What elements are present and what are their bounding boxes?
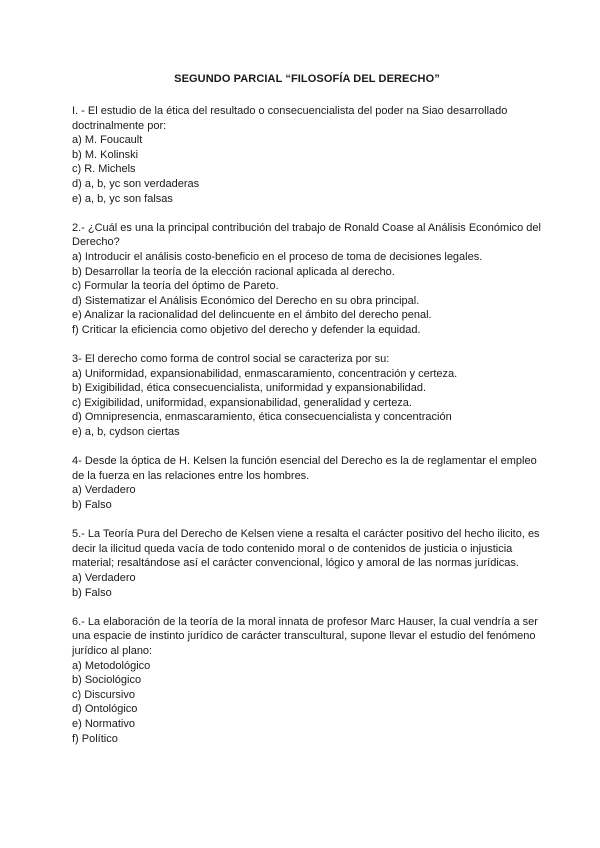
question-5 <box>72 527 542 600</box>
answer-option: b) Desarrollar la teoría de la elección racional aplicada al derecho. <box>72 265 395 278</box>
answer-option: d) a, b, yc son verdaderas <box>72 177 200 190</box>
answer-option: f) Político <box>72 732 118 745</box>
answer-option: a) Metodológico <box>72 659 151 672</box>
question-stem: 3- El derecho como forma de control social se caracteriza por su: <box>72 353 390 366</box>
answer-option: b) Sociológico <box>72 674 142 687</box>
question-stem: 4- Desde la óptica de H. Kelsen la función esencial del Derecho es la de reglamentar el empleo de la fuerza en las relaciones entre los hombres. <box>72 455 537 482</box>
question-4 <box>72 454 542 512</box>
answer-option: b) Falso <box>72 499 112 512</box>
answer-option: b) Exigibilidad, ética consecuencialista, uniformidad y expansionabilidad. <box>72 382 427 395</box>
question-stem: I. - El estudio de la ética del resultado o consecuencialista del poder na Siao desarrollado doctrinalmente por: <box>72 105 508 132</box>
answer-option: d) Omnipresencia, enmascaramiento, ética consecuencialista y concentración <box>72 411 452 424</box>
answer-option: a) Introducir el análisis costo-beneficio en el proceso de toma de decisiones legales. <box>72 250 483 263</box>
answer-option: e) Normativo <box>72 717 135 730</box>
exam-page <box>72 72 542 761</box>
answer-option: a) Verdadero <box>72 572 136 584</box>
answer-option: e) a, b, yc son falsas <box>72 192 173 205</box>
question-6 <box>72 615 542 746</box>
answer-option: b) M. Kolinski <box>72 148 139 161</box>
answer-option: a) Uniformidad, expansionabilidad, enmascaramiento, concentración y certeza. <box>72 367 458 380</box>
question-2 <box>72 221 542 338</box>
answer-option: b) Falso <box>72 586 112 599</box>
answer-option: c) Exigibilidad, uniformidad, expansionabilidad, generalidad y certeza. <box>72 396 412 409</box>
answer-option: a) M. Foucault <box>72 134 143 147</box>
question-1 <box>72 104 542 206</box>
page-title: SEGUNDO PARCIAL “FILOSOFÍA DEL DERECHO” <box>174 73 440 85</box>
answer-option: c) R. Michels <box>72 163 136 176</box>
answer-option: c) Formular la teoría del óptimo de Pareto. <box>72 280 279 293</box>
question-stem: 5.- La Teoría Pura del Derecho de Kelsen viene a resalta el carácter positivo del hecho ilicito, es decir la ilicitud queda vacía de todo contenido moral o de contenidos de justicia o injusticia material; resaltándose así el carácter convencional, lógico y amoral de las normas jurídicas. <box>72 528 540 570</box>
question-stem: 2.- ¿Cuál es una la principal contribución del trabajo de Ronald Coase al Análisis Económico del Derecho? <box>72 221 541 249</box>
answer-option: c) Discursivo <box>72 688 135 701</box>
answer-option: d) Sistematizar el Análisis Económico del Derecho en su obra principal. <box>72 294 420 307</box>
answer-option: e) Analizar la racionalidad del delincuente en el ámbito del derecho penal. <box>72 309 432 322</box>
question-3 <box>72 352 542 440</box>
answer-option: f) Criticar la eficiencia como objetivo del derecho y defender la equidad. <box>72 323 421 336</box>
answer-option: d) Ontológico <box>72 703 138 716</box>
answer-option: e) a, b, cydson ciertas <box>72 426 180 439</box>
answer-option: a) Verdadero <box>72 484 136 497</box>
question-stem: 6.- La elaboración de la teoría de la moral innata de profesor Marc Hauser, la cual vendría a ser una espacie de instinto jurídico de carácter transcultural, supone llevar el estudio del fenómeno jurídico al plano: <box>72 615 538 657</box>
